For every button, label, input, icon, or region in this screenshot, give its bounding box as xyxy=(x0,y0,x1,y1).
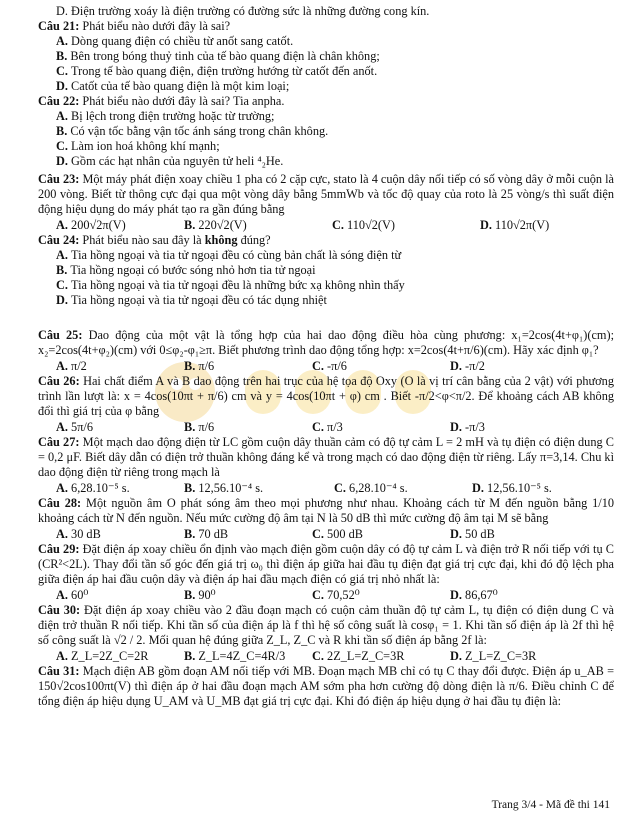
option-d: D. Gồm các hạt nhân của nguyên tử heli ⁴₂He. xyxy=(56,154,284,168)
option-d: D. -π/2 xyxy=(450,359,485,373)
option-a: A. 200√2π(V) xyxy=(56,218,126,232)
option-b: B. 220√2(V) xyxy=(184,218,247,232)
question-29: Câu 29: Đặt điện áp xoay chiều ổn định vào mạch điện gồm cuộn dây có độ tự cảm L và điện trở R nối tiếp với tụ C (CR²<2L). Thay đổi tần số góc đến giá trị ω₀ thì điện áp giữa hai đầu tụ điện đạt giá trị cực đại, khi đó độ lệch pha giữa điện áp hai đầu cuộn dây và điện áp hai đầu mạch điện có giá trị nhỏ nhất là: A. 60⁰ B. 90⁰ C. 70,52⁰ D. 86,67⁰ xyxy=(38,542,614,602)
question-27: Câu 27: Một mạch dao động điện từ LC gồm cuộn dây thuần cảm có độ tự cảm L = 2 mH và tụ điện có điện dung C = 0,2 μF. Biết dây dẫn có điện trở thuần không đáng kể và trong mạch có dao động điện từ riêng. Lấy π=3,14. Chu kì dao động điện từ riêng trong mạch là A. 6,28.10⁻⁵ s. B. 12,56.10⁻⁴ s. C. 6,28.10⁻⁴ s. D. 12,56.10⁻⁵ s. xyxy=(38,435,614,495)
options-row xyxy=(56,527,614,542)
q20-option-d: D. Điện trường xoáy là điện trường có đường sức là những đường cong kín. xyxy=(56,4,430,18)
option-b: B. 70 dB xyxy=(184,527,229,541)
question-26: Câu 26: Hai chất điểm A và B dao động trên hai trục của hệ tọa độ Oxy (O là vị trí cân bằng của 2 vật) với phương trình lần lượt là: x = 4cos(10πt + π/6) cm và y = 4cos(10πt + φ) cm . Biết -π/2<φ<π/2. Để khoảng cách AB không đổi thì giá trị của φ bằng A. 5π/6 B. π/6 C. π/3 D. -π/3 xyxy=(38,374,614,434)
option-c: C. π/3 xyxy=(312,420,343,434)
question-text: Phát biểu nào dưới đây là sai? xyxy=(82,19,231,33)
option-d: D. 12,56.10⁻⁵ s. xyxy=(472,481,552,495)
options-row xyxy=(56,588,614,603)
option-c: C. Trong tế bào quang điện, điện trường hướng từ catốt đến anốt. xyxy=(56,64,378,78)
option-b: B. Có vận tốc bằng vận tốc ánh sáng trong chân không. xyxy=(56,124,329,138)
question-25: Câu 25: Dao động của một vật là tổng hợp của hai dao động điều hòa cùng phương: x₁=2cos(4t+φ₁)(cm); x₂=2cos(4t+φ₂)(cm) với 0≤φ₂-φ₁≥π. Biết phương trình dao động tổng hợp: x=2cos(4t+π/6)(cm). Hãy xác định φ₁? A. π/2 B. π/6 C. -π/6 D. -π/2 xyxy=(38,328,615,373)
option-b: B. π/6 xyxy=(184,359,215,373)
option-b: B. Tia hồng ngoại có bước sóng nhỏ hơn tia tử ngoại xyxy=(56,263,316,277)
option-c: C. Làm ion hoá không khí mạnh; xyxy=(56,139,220,153)
option-d: D. Catốt của tế bào quang điện là một kim loại; xyxy=(56,79,290,93)
options-row xyxy=(56,218,614,233)
option-c: C. 6,28.10⁻⁴ s. xyxy=(334,481,408,495)
question-28: Câu 28: Một nguồn âm O phát sóng âm theo mọi phương như nhau. Khoảng cách từ M đến nguồn bằng 1/10 khoảng cách từ N đến nguồn. Nếu mức cường độ âm tại N là 50 dB thì mức cường độ âm tại M sẽ bằng A. 30 dB B. 70 dB C. 500 dB D. 50 dB xyxy=(38,496,614,541)
option-d: D. 86,67⁰ xyxy=(450,588,498,602)
option-b: B. 90⁰ xyxy=(184,588,216,602)
option-a: A. 6,28.10⁻⁵ s. xyxy=(56,481,130,495)
option-c: C. 110√2(V) xyxy=(332,218,396,232)
option-c: C. Tia hồng ngoại và tia tử ngoại đều là những bức xạ không nhìn thấy xyxy=(56,278,405,292)
question-23: Câu 23: Một máy phát điện xoay chiều 1 pha có 2 cặp cực, stato là 4 cuộn dây nối tiếp có số vòng dây ở mỗi cuộn là 200 vòng. Biết từ thông cực đại qua một vòng dây bằng 5mmWb và tốc độ quay của roto là 25 vòng/s thì suất điện động hiệu dụng do máy phát tạo ra gần đúng bằng A. 200√2π(V) B. 220√2(V) C. 110√2(V) D. 110√2π(V) xyxy=(38,172,614,232)
question-22: Câu 22: Phát biểu nào dưới đây là sai? Tia anpha. A. Bị lệch trong điện trường hoặc từ trường; B. Có vận tốc bằng vận tốc ánh sáng trong chân không. C. Làm ion hoá không khí mạnh; D. Gồm các hạt nhân của nguyên tử heli ⁴₂He. xyxy=(38,94,614,169)
question-number: Câu 21: xyxy=(38,19,80,33)
options-row xyxy=(56,420,614,435)
option-a: A. Dòng quang điện có chiều từ anốt sang catốt. xyxy=(56,34,294,48)
option-a: A. Tia hồng ngoại và tia tử ngoại đều có cùng bản chất là sóng điện từ xyxy=(56,248,402,262)
option-a: A. 5π/6 xyxy=(56,420,93,434)
question-24: Câu 24: Phát biểu nào sau đây là không đúng? A. Tia hồng ngoại và tia tử ngoại đều có cùng bản chất là sóng điện từ B. Tia hồng ngoại có bước sóng nhỏ hơn tia tử ngoại C. Tia hồng ngoại và tia tử ngoại đều là những bức xạ không nhìn thấy D. Tia hồng ngoại và tia tử ngoại đều có tác dụng nhiệt xyxy=(38,233,614,308)
option-d: D. Z_L=Z_C=3R xyxy=(450,649,537,663)
option-b: B. π/6 xyxy=(184,420,215,434)
option-c: C. 70,52⁰ xyxy=(312,588,360,602)
option-d: D. Tia hồng ngoại và tia tử ngoại đều có tác dụng nhiệt xyxy=(56,293,327,307)
option-d: D. 50 dB xyxy=(450,527,495,541)
option-a: A. 30 dB xyxy=(56,527,101,541)
question-21 xyxy=(38,19,614,94)
option-d: D. 110√2π(V) xyxy=(480,218,550,232)
option-a: A. 60⁰ xyxy=(56,588,89,602)
options-row xyxy=(56,359,614,374)
option-d: D. -π/3 xyxy=(450,420,485,434)
option-c: C. 500 dB xyxy=(312,527,363,541)
question-31: Câu 31: Mạch điện AB gồm đoạn AM nối tiếp với MB. Đoạn mạch MB chỉ có tụ C thay đổi được. Điện áp u_AB = 150√2cos100πt(V) thì điện áp ở hai đầu đoạn mạch AM sớm pha hơn cường độ dòng điện là π/6. Điều chỉnh C để tổng điện áp hiệu dụng U_AM và U_MB đạt giá trị cực đại. Khi đó điện áp hiệu dụng ở hai đầu tụ điện là: xyxy=(38,664,615,708)
option-c: C. -π/6 xyxy=(312,359,347,373)
option-b: B. Bên trong bóng thuỷ tinh của tế bào quang điện là chân không; xyxy=(56,49,380,63)
question-30: Câu 30: Đặt điện áp xoay chiều vào 2 đầu đoạn mạch có cuộn cảm thuần độ tự cảm L, tụ điện có điện dung C và điện trở thuần R nối tiếp. Khi tần số của điện áp là f thì hệ số công suất là cosφ₁ = 1. Khi tần số điện áp là 2f thì hệ số công suất là √2 / 2. Mối quan hệ đúng giữa Z_L, Z_C và R khi tần số điện áp bằng 2f là: A. Z_L=2Z_C=2R B. Z_L=4Z_C=4R/3 C. 2Z_L=Z_C=3R D. Z_L=Z_C=3R xyxy=(38,603,614,663)
option-b: B. Z_L=4Z_C=4R/3 xyxy=(184,649,286,663)
option-b: B. 12,56.10⁻⁴ s. xyxy=(184,481,264,495)
options-row xyxy=(56,481,614,496)
option-a: A. Z_L=2Z_C=2R xyxy=(56,649,149,663)
exam-page xyxy=(38,4,614,709)
options-row xyxy=(56,649,614,664)
page-footer: Trang 3/4 - Mã đề thi 141 xyxy=(491,799,610,811)
option-a: A. π/2 xyxy=(56,359,87,373)
option-c: C. 2Z_L=Z_C=3R xyxy=(312,649,405,663)
option-a: A. Bị lệch trong điện trường hoặc từ trường; xyxy=(56,109,275,123)
